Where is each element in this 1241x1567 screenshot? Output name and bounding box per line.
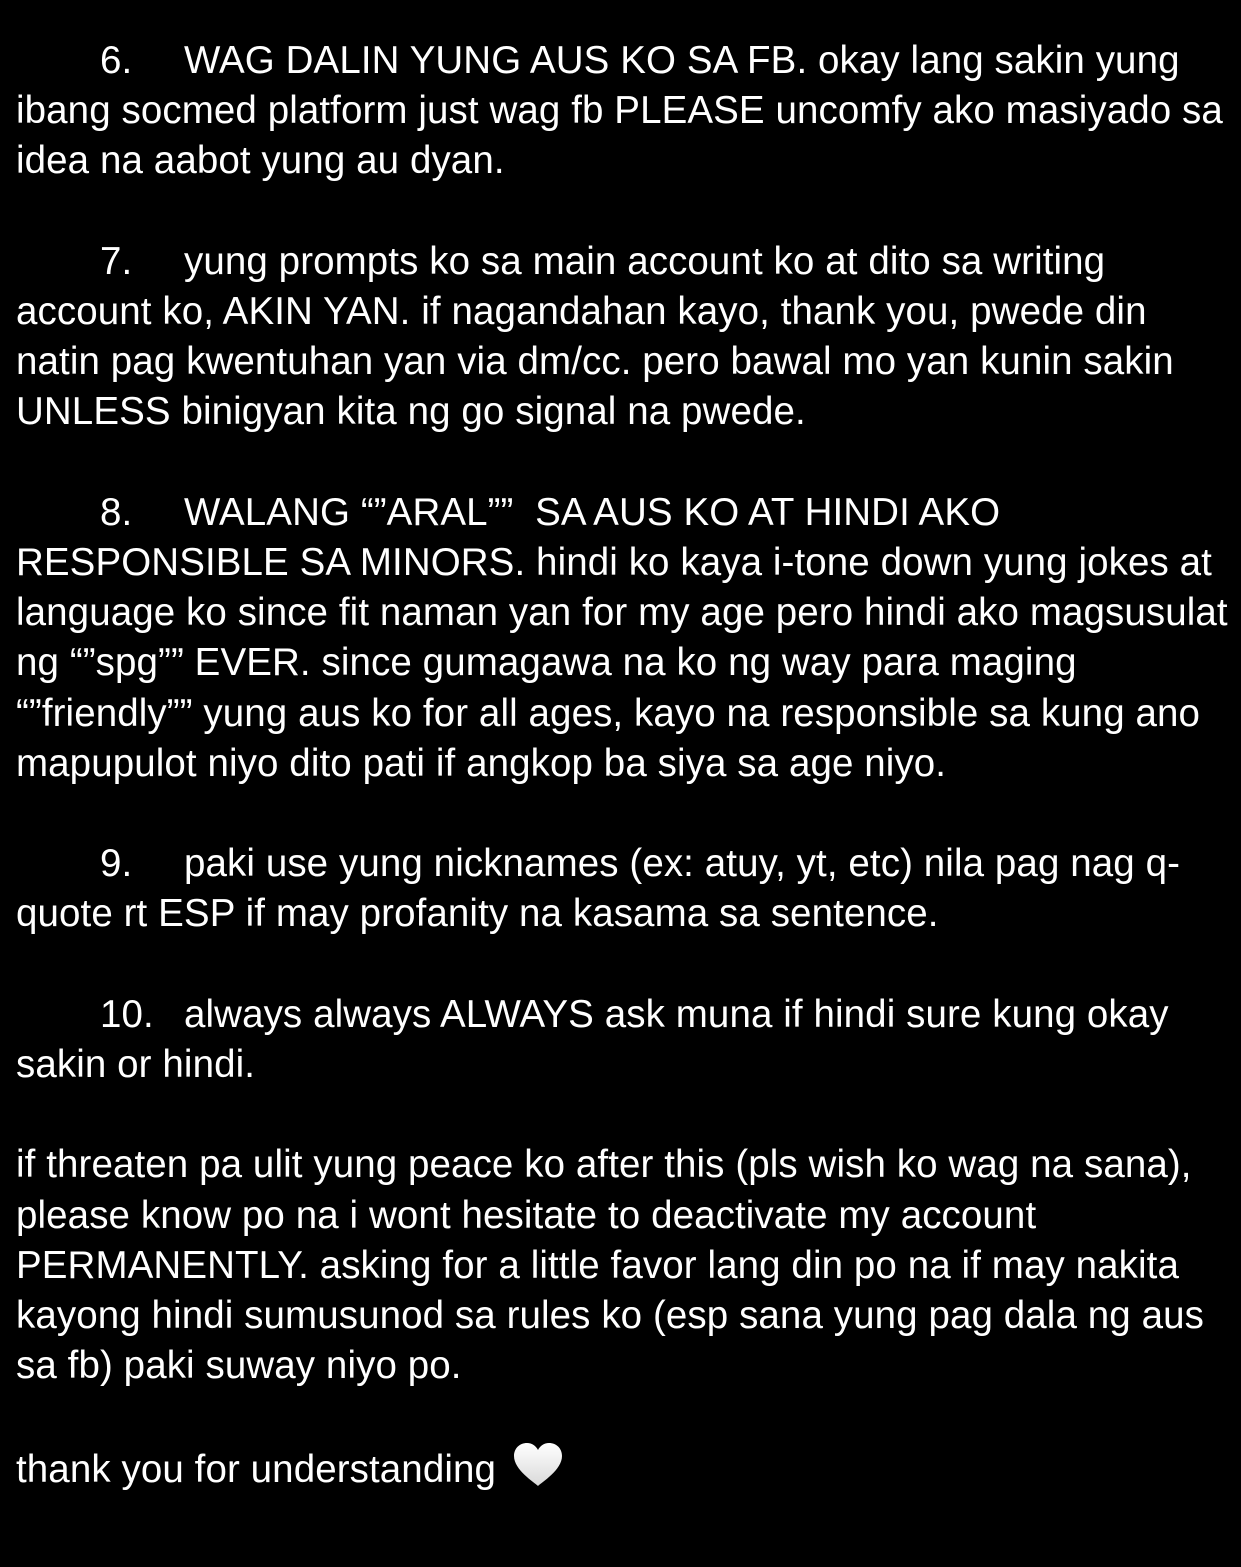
rule-item-10 [16,990,1231,1090]
rule-item-9 [16,839,1231,939]
rule-text: yung prompts ko sa main account ko at dito sa writing account ko, AKIN YAN. if nagandahan kayo, thank you, pwede din natin pag kwentuhan yan via dm/cc. pero bawal mo yan kunin sakin UNLESS binigyan kita ng go signal na pwede. [16,239,1185,434]
warning-paragraph: if threaten pa ulit yung peace ko after this (pls wish ko wag na sana), please know po na i wont hesitate to deactivate my account PERMANENTLY. asking for a little favor lang din po na if may nakita kayong hindi sumusunod sa rules ko (esp sana yung pag dala ng aus sa fb) paki suway niyo po. [16,1143,1215,1388]
rule-number: 9. [100,842,133,886]
rule-text: paki use yung nicknames (ex: atuy, yt, etc) nila pag nag q-quote rt ESP if may profanity na kasama sa sentence. [16,842,1181,936]
rule-number: 7. [100,239,133,283]
rule-number: 6. [100,39,133,82]
white-heart-icon [512,1442,564,1488]
closing-line [16,1442,1231,1495]
rule-text: always always ALWAYS ask muna if hindi sure kung okay sakin or hindi. [16,992,1180,1086]
closing-text: thank you for understanding [16,1447,497,1491]
rule-item-7 [16,237,1231,438]
rule-text: WALANG “”ARAL”” SA AUS KO AT HINDI AKO RESPONSIBLE SA MINORS. hindi ko kaya i-tone down yung jokes at language ko since fit naman yan for my age pero hindi ako magsusulat ng “”spg”” EVER. since gumagawa na ko ng way para maging “”friendly”” yung aus ko for all ages, kayo na responsible sa kung ano mapupulot niyo dito pati if angkop ba siya sa age niyo. [16,490,1239,785]
rule-item-8 [16,488,1239,789]
rule-item-6 [16,36,1234,187]
rule-number: 10. [100,992,154,1036]
rule-text: WAG DALIN YUNG AUS KO SA FB. okay lang sakin yung ibang socmed platform just wag fb PLEASE uncomfy ako masiyado sa idea na aabot yung au dyan. [16,39,1234,183]
notes-document [16,36,1239,1495]
rule-number: 8. [100,490,133,534]
